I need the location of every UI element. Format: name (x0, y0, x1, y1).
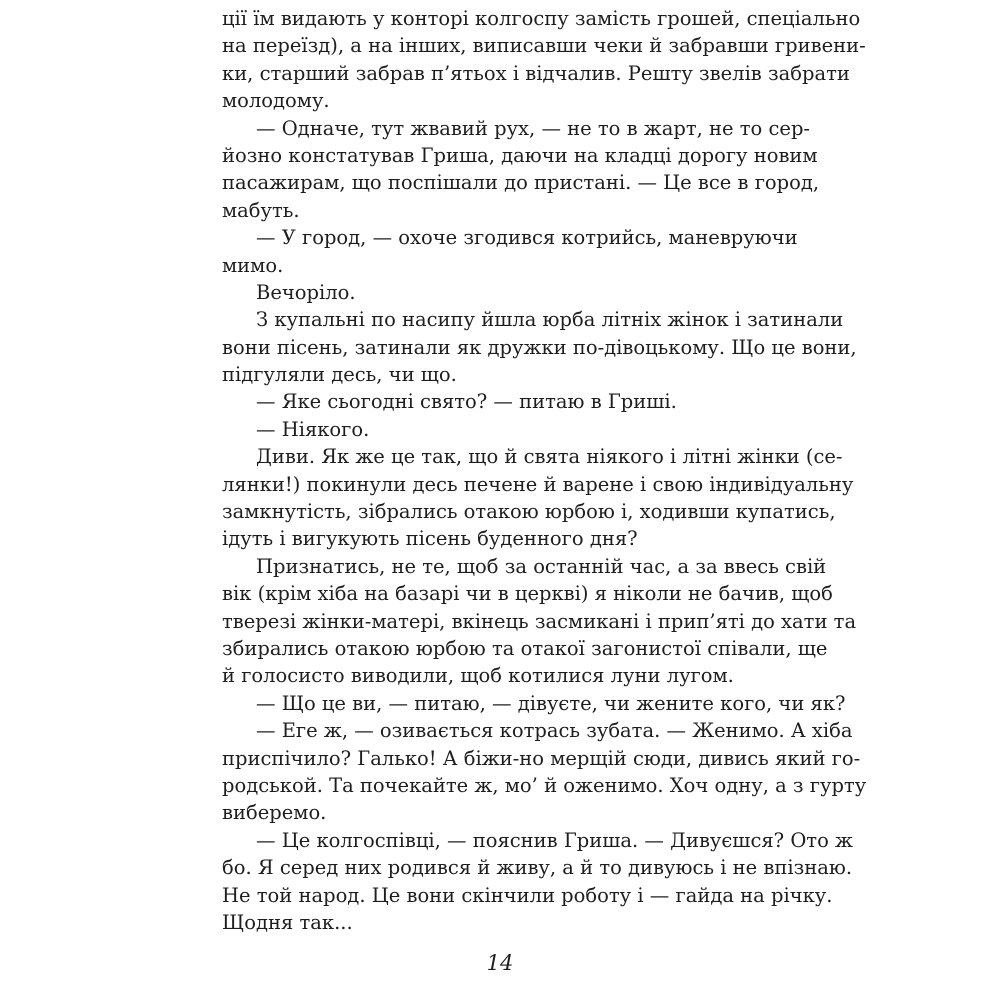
page-body-text (222, 5, 867, 936)
text-line: Диви. Як же це так, що й свята ніякого і літні жінки (се- (256, 445, 843, 469)
text-line: — Це колгоспівці, — пояснив Гриша. — Дивуєшся? Ото ж (256, 828, 853, 852)
text-line: вони пісень, затинали як дружки по-дівоцькому. Що це вони, (222, 335, 857, 359)
text-line: — У город, — охоче згодився котрийсь, маневруючи (256, 226, 798, 250)
text-line: З купальні по насипу йшла юрба літніх жінок і затинали (256, 308, 844, 332)
text-line: бо. Я серед них родився й живу, а й то дивуюсь і не впізнаю. (222, 856, 853, 880)
text-line: ки, старший забрав п’ятьох і відчалив. Решту звелів забрати (222, 61, 850, 85)
page-number: 14 (486, 951, 514, 975)
text-line: збирались отакою юрбою та отакої загонистої співали, ще (222, 636, 828, 660)
text-line: Не той народ. Це вони скінчили роботу і — гайда на річку. (222, 883, 833, 907)
text-line: молодому. (222, 89, 330, 113)
text-line: — Одначе, тут жвавий рух, — не то в жарт, не то сер- (256, 116, 811, 140)
text-line: приспічило? Галько! А біжи-но мерщій сюди, дивись який го- (222, 746, 861, 770)
text-line: родськой. Та почекайте ж, мо’ й оженимо. Хоч одну, а з гурту (222, 773, 867, 797)
text-line: замкнутість, зібрались отакою юрбою і, ходивши купатись, (222, 500, 836, 524)
text-line: тверезі жінки-матері, вкінець засмикані і прип’яті до хати та (222, 609, 857, 633)
text-line: на переїзд), а на інших, виписавши чеки й забравши гривени- (222, 34, 866, 58)
text-line: вік (крім хіба на базарі чи в церкві) я ніколи не бачив, щоб (222, 582, 833, 606)
text-line: пасажирам, що поспішали до пристані. — Це все в город, (222, 171, 820, 195)
text-line: Щодня так... (222, 910, 353, 934)
text-line: — Яке сьогодні свято? — питаю в Гриші. (256, 390, 677, 414)
text-line: лянки!) покинули десь печене й варене і свою індивідуальну (222, 472, 854, 496)
text-line: Вечоріло. (256, 280, 356, 304)
text-line: мимо. (222, 253, 284, 277)
text-line: підгуляли десь, чи що. (222, 363, 457, 387)
text-line: мабуть. (222, 198, 300, 222)
text-line: й голосисто виводили, щоб котилися луни лугом. (222, 664, 734, 688)
text-line: виберемо. (222, 801, 327, 825)
text-line: ції їм видають у конторі колгоспу замість грошей, спеціально (222, 7, 861, 30)
text-line: Признатись, не те, щоб за останній час, а за ввесь свій (256, 554, 827, 578)
text-line: — Що це ви, — питаю, — дівуєте, чи жените кого, чи як? (256, 691, 846, 715)
text-line: ідуть і вигукують пісень буденного дня? (222, 527, 638, 551)
text-line: йозно констатував Гриша, даючи на кладці дорогу новим (222, 143, 818, 167)
text-line: — Ніякого. (256, 417, 370, 441)
text-line: — Еге ж, — озивається котрась зубата. — Женимо. А хіба (256, 719, 853, 743)
